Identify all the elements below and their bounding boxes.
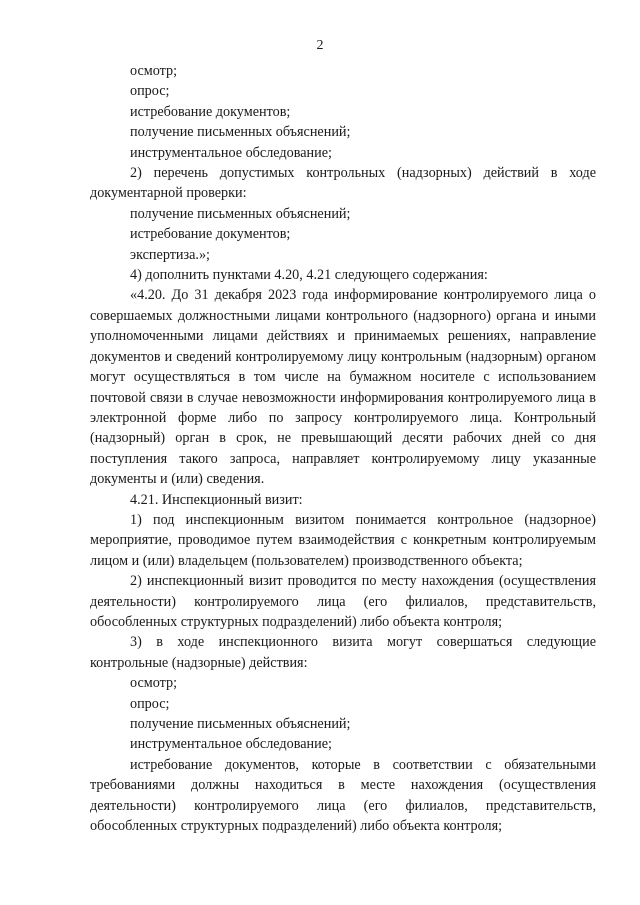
paragraph: 1) под инспекционным визитом понимается контрольное (надзорное) мероприятие, проводимое путем взаимодействия с конкретным контролируемым лицом и (или) владельцем (пользователем) производственного объекта; [90, 511, 596, 569]
paragraph: «4.20. До 31 декабря 2023 года информирование контролируемого лица о совершаемых должностными лицами контрольного (надзорного) органа и иными уполномоченными лицами действиях и принимаемых решениях, направление документов и сведений контролируемому лицу контрольным (надзорным) органом могут осуществляться в том числе на бумажном носителе с использованием почтовой связи в случае невозможности информирования контролируемого лица в электронной форме либо по запросу контролируемого лица. Контрольный (надзорный) орган в срок, не превышающий десяти рабочих дней со дня поступления такого запроса, направляет контролируемому лицу указанные документы и (или) сведения. [90, 287, 596, 488]
paragraph: 4) дополнить пунктами 4.20, 4.21 следующего содержания: [130, 267, 488, 284]
paragraph: опрос; [130, 83, 170, 100]
paragraph: получение письменных объяснений; [130, 716, 351, 732]
paragraph: получение письменных объяснений; [130, 124, 351, 141]
document-body [90, 61, 596, 836]
page-number: 2 [316, 38, 324, 53]
paragraph: истребование документов, которые в соответствии с обязательными требованиями должны находиться в месте нахождения (осуществления деятельности) контролируемого лица (его филиалов, представительств, обособленных структурных подразделений) либо объекта контроля; [90, 756, 596, 835]
paragraph: истребование документов; [130, 103, 291, 120]
paragraph: 2) инспекционный визит проводится по месту нахождения (осуществления деятельности) контролируемого лица (его филиалов, представительств, обособленных структурных подразделений) либо объекта контроля; [90, 573, 596, 630]
paragraph: 3) в ходе инспекционного визита могут совершаться следующие контрольные (надзорные) действия: [90, 634, 596, 671]
paragraph: 2) перечень допустимых контрольных (надзорных) действий в ходе документарной проверки: [90, 165, 596, 202]
paragraph: осмотр; [130, 63, 178, 79]
paragraph: инструментальное обследование; [130, 736, 332, 753]
paragraph: инструментальное обследование; [130, 144, 332, 161]
paragraph: 4.21. Инспекционный визит: [130, 491, 303, 508]
paragraph: опрос; [130, 695, 170, 712]
paragraph: экспертиза.»; [130, 246, 210, 263]
paragraph: получение письменных объяснений; [130, 205, 351, 222]
paragraph: истребование документов; [130, 226, 291, 243]
paragraph: осмотр; [130, 675, 178, 692]
